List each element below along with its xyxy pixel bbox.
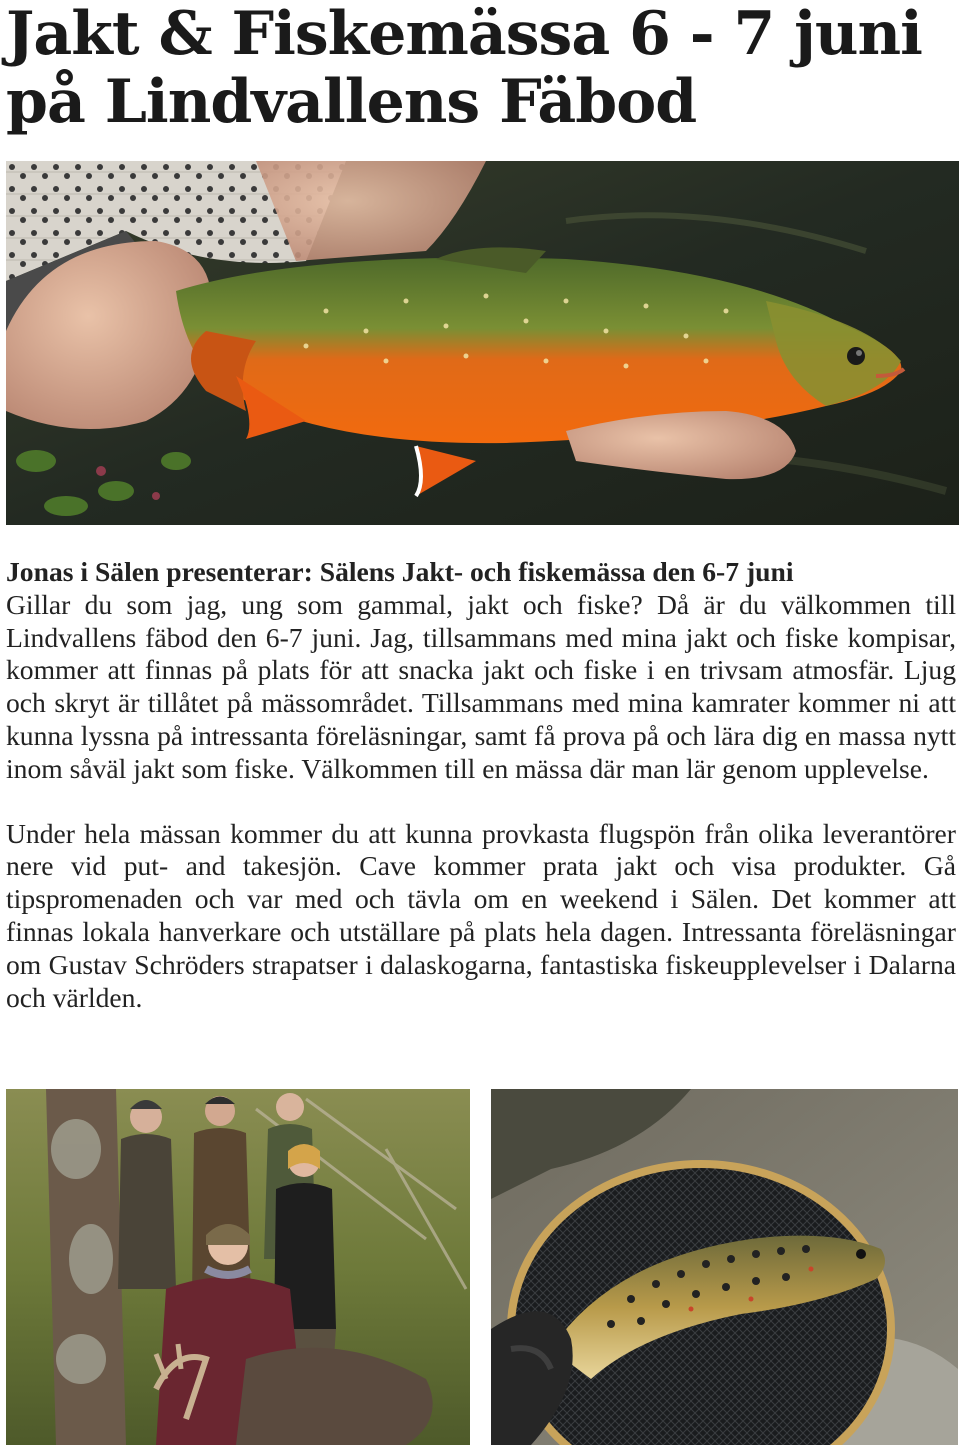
char-fish-illustration	[6, 161, 959, 525]
lead-paragraph: Jonas i Sälen presenterar: Sälens Jakt- och fiskemässa den 6-7 juni	[6, 556, 794, 587]
hero-fish-photo	[6, 161, 959, 525]
title-line-1: Jakt & Fiskemässa 6 - 7 juni	[6, 0, 922, 69]
title-line-2: på Lindvallens Fäbod	[6, 67, 697, 137]
paragraph-2: Under hela mässan kommer du att kunna provkasta flugspön från olika leverantörer nere vid put- and takesjön. Cave kommer prata jakt och visa produkter. Gå tipspromenaden och var med och tävla om en weekend i Sälen. Det kommer att finnas lokala hanverkare och utställare på plats hela dagen. Intressanta föreläsningar om Gustav Schröders strapatser i dalaskogarna, fantastiska fiskeupplevelser i Dalarna och världen.	[6, 817, 956, 1013]
hunting-group-photo	[6, 1089, 470, 1445]
paragraph-1: Gillar du som jag, ung som gammal, jakt och fiske? Då är du välkommen till Lindvallens fäbod den 6-7 juni. Jag, tillsammans med mina jakt och fiske kompisar, kommer att finnas på plats för att snacka jakt och fiske i en trivsam atmosfär. Ljug och skryt är tillåtet på mässområdet. Tillsammans med mina kamrater kommer ni att kunna lyssna på intressanta föreläsningar, samt få prova på och lära dig en massa nytt inom såväl jakt som fiske. Välkommen till en mässa där man lär genom upplevelse.	[6, 588, 956, 784]
article-body	[6, 556, 956, 1014]
hunting-group-illustration	[6, 1089, 470, 1445]
article-title	[6, 0, 956, 136]
trout-in-net-photo	[491, 1089, 958, 1445]
trout-net-illustration	[491, 1089, 958, 1445]
